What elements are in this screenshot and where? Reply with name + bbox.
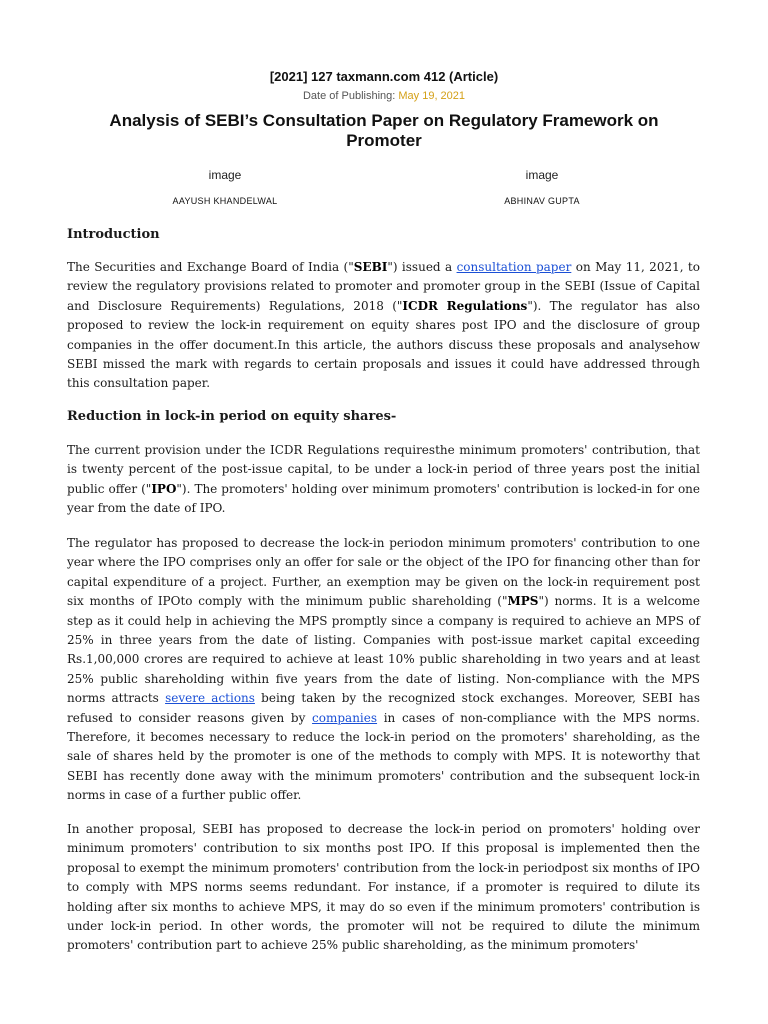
article-title: Analysis of SEBI’s Consultation Paper on Regulatory Framework on Promoter (109, 111, 659, 150)
term-icdr: ICDR Regulations (402, 298, 528, 313)
text: The Securities and Exchange Board of India (" (67, 260, 354, 274)
term-sebi: SEBI (353, 260, 388, 274)
text: ") issued a (387, 260, 457, 274)
author-image-placeholder: image (525, 168, 559, 182)
text: "). The regulator has also proposed to review the lock-in requirement on equity shares post IPO and the disclosure of group companies in the offer document.In this article, the authors discuss these proposals and analysehow SEBI missed the mark with regards to certain proposals and issues it could have addressed through this consultation paper. (67, 298, 700, 391)
paragraph-another-proposal (67, 820, 700, 956)
publish-label: Date of Publishing: (302, 90, 396, 102)
severe-actions-link[interactable]: severe actions (165, 691, 255, 706)
citation: [2021] 127 taxmann.com 412 (Article) (269, 69, 499, 84)
text: The regulator has proposed to decrease the lock-in periodon minimum promoters' contribution to one year where the IPO comprises only an offer for sale or the object of the IPO for financing other than for capital expenditure of a project. Further, an exemption may be given on the lock-in requirement post six months of IPOto comply with the minimum public shareholding (" (67, 536, 700, 609)
paragraph-regulator-proposal (67, 534, 700, 806)
term-mps: MPS (507, 594, 539, 609)
author-name: ABHINAV GUPTA (504, 196, 580, 206)
section-heading-introduction: Introduction (67, 227, 160, 242)
paragraph-current-provision (67, 441, 700, 519)
publish-date: May 19, 2021 (398, 90, 466, 102)
section-heading-reduction: Reduction in lock-in period on equity shares- (67, 409, 397, 424)
publish-line (0, 90, 768, 102)
companies-link[interactable]: companies (312, 710, 378, 725)
text: In another proposal, SEBI has proposed to decrease the lock-in period on promoters' holding over minimum promoters' contribution to six months post IPO. If this proposal is implemented then the proposal to exempt the minimum promoters' contribution from the lock-in periodpost six months of IPO to comply with MPS norms seems redundant. For instance, if a promoter is required to dilute its holding after six months to achieve MPS, it may do so even if the minimum promoters' contribution is under lock-in period. In other words, the promoter will not be required to dilute the minimum promoters' contribution part to achieve 25% public shareholding, as the minimum promoters' (67, 822, 700, 953)
text: on May 11, 2021, to review the regulatory provisions related to promoter and promoter group in the SEBI (Issue of Capital and Disclosure Requirements) Regulations, 2018 (" (67, 260, 700, 313)
text: The current provision under the ICDR Regulations requiresthe minimum promoters' contribution, that is twenty percent of the post-issue capital, to be under a lock-in period of three years post the initial public offer (" (67, 443, 700, 496)
term-ipo: IPO (151, 481, 177, 496)
text: "). The promoters' holding over minimum promoters' contribution is locked-in for one year from the date of IPO. (67, 481, 701, 516)
author-block (95, 168, 355, 206)
consultation-paper-link[interactable]: consultation paper (456, 260, 572, 274)
author-block (412, 168, 672, 206)
text: in cases of non-compliance with the MPS norms. Therefore, it becomes necessary to reduce the lock-in period on the promoters' shareholding, as the sale of shares held by the promoter is one of the methods to comply with MPS. It is noteworthy that SEBI has recently done away with the minimum promoters' contribution and the subsequent lock-in norms in case of a further public offer. (67, 710, 700, 803)
text: ") norms. It is a welcome step as it could help in achieving the MPS promptly since a company is required to achieve an MPS of 25% in three years from the date of listing. Companies with post-issue market capital exceeding Rs.1,00,000 crores are required to achieve at least 10% public shareholding in two years and at least 25% public shareholding within five years from the date of listing. Non-compliance with the MPS norms attracts (67, 594, 700, 706)
author-name: AAYUSH KHANDELWAL (172, 196, 278, 206)
paragraph-intro (67, 258, 700, 394)
author-image-placeholder: image (208, 168, 242, 182)
text: being taken by the recognized stock exchanges. Moreover, SEBI has refused to consider reasons given by (67, 691, 700, 725)
